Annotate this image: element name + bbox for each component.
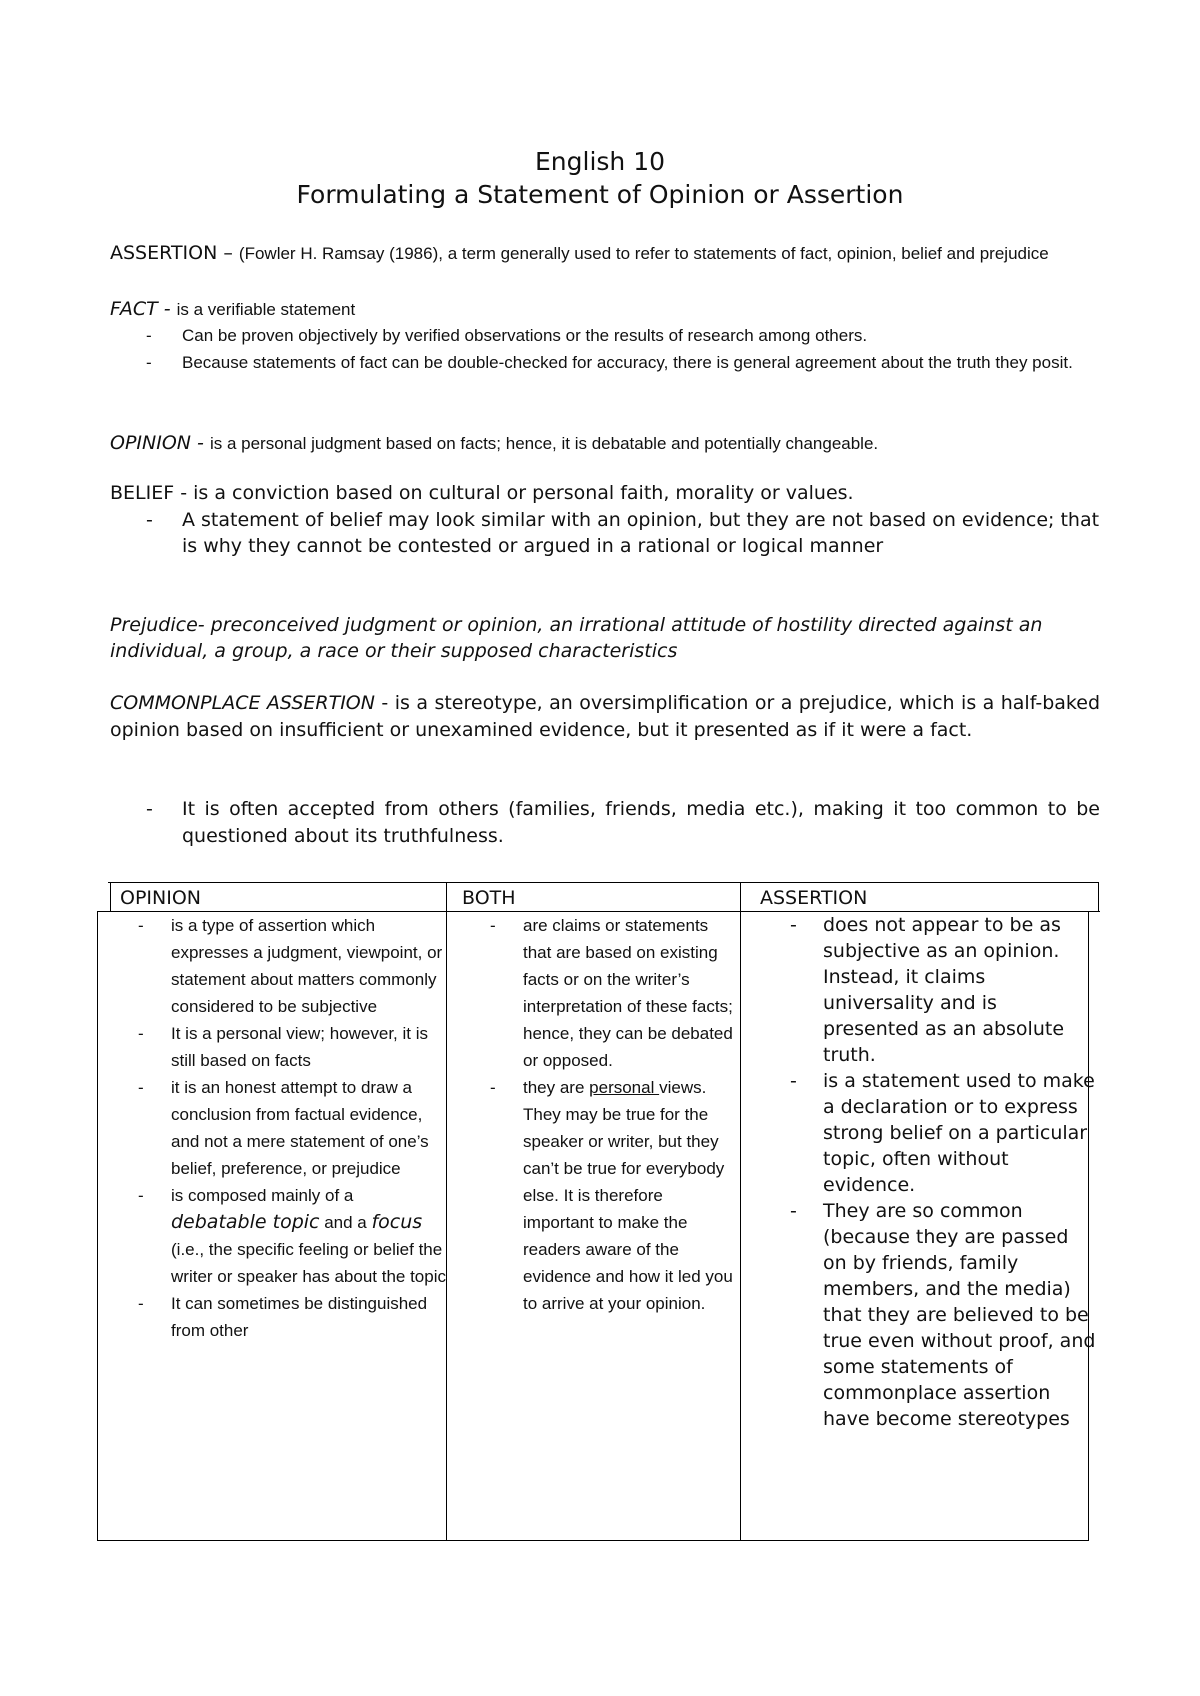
- b2-underlined: personal: [589, 1078, 660, 1097]
- fact-dash: -: [157, 298, 177, 320]
- b4-pre: is composed mainly of a: [171, 1186, 354, 1205]
- fact-bullets: [110, 322, 1100, 376]
- assertion-column: [778, 912, 1096, 1432]
- opinion-text: is a personal judgment based on facts; hence, it is debatable and potentially changeable.: [209, 434, 879, 453]
- table-header-assertion: ASSERTION: [760, 887, 868, 909]
- fact-bullet: - Can be proven objectively by verified observations or the results of research among others.: [110, 322, 1100, 349]
- opinion-cell-bullet: - It is a personal view; however, it is still based on facts: [126, 1020, 446, 1074]
- commonplace-bullet: - It is often accepted from others (families, friends, media etc.), making it too common to be questioned about its truthfulness.: [110, 796, 1100, 850]
- table-border: [1098, 882, 1099, 911]
- prejudice-definition: Prejudice- preconceived judgment or opinion, an irrational attitude of hostility directed against an individual, a group, a race or their supposed characteristics: [110, 614, 1043, 662]
- fact-text: is a verifiable statement: [176, 300, 356, 319]
- belief-term: BELIEF: [110, 482, 175, 504]
- opinion-cell-bullet: - is a type of assertion which expresses a judgment, viewpoint, or statement about matters commonly considered to be subjective: [126, 912, 446, 1020]
- opinion-cell-bullet: [126, 1182, 446, 1290]
- table-border: [97, 911, 98, 1541]
- fact-bullet: - Because statements of fact can be double-checked for accuracy, there is general agreement about the truth they posit.: [110, 349, 1100, 376]
- b4-mid: and a: [319, 1213, 372, 1232]
- opinion-definition: [110, 430, 1100, 457]
- opinion-column: [126, 912, 446, 1344]
- assertion-cell-bullet: - does not appear to be as subjective as an opinion. Instead, it claims universality and is presented as an absolute truth.: [778, 912, 1096, 1068]
- opinion-cell-bullet: - It can sometimes be distinguished from other: [126, 1290, 446, 1344]
- belief-text: is a conviction based on cultural or personal faith, morality or values.: [193, 482, 854, 504]
- assertion-cell-bullet: - They are so common (because they are passed on by friends, family members, and the media) that they are believed to be true even without proof, and some statements of commonplace assertion have become stereotypes: [778, 1198, 1096, 1432]
- course-title: English 10: [534, 147, 666, 176]
- assertion-dash: –: [217, 242, 239, 264]
- table-header-both: BOTH: [462, 887, 516, 909]
- table-border: [98, 1540, 1088, 1541]
- table-border: [108, 882, 1098, 883]
- table-border: [446, 882, 447, 1541]
- b2-pre: they are: [523, 1078, 590, 1097]
- table-border: [110, 882, 111, 911]
- belief-bullet: - A statement of belief may look similar with an opinion, but they are not based on evidence; that is why they cannot be contested or argued in a rational or logical manner: [110, 507, 1100, 559]
- belief-dash: -: [174, 482, 194, 504]
- both-cell-bullet: [478, 1074, 738, 1317]
- table-header-opinion: OPINION: [120, 887, 202, 909]
- commonplace-bullets: [110, 796, 1100, 850]
- b4-post: (i.e., the specific feeling or belief the writer or speaker has about the topic: [171, 1240, 446, 1286]
- commonplace-definition: [110, 690, 1100, 744]
- table-border: [740, 882, 741, 1541]
- opinion-cell-bullet: - it is an honest attempt to draw a conclusion from factual evidence, and not a mere statement of one’s belief, preference, or prejudice: [126, 1074, 446, 1182]
- b4-term1: debatable topic: [171, 1211, 320, 1233]
- assertion-cell-bullet: - is a statement used to make a declaration or to express strong belief on a particular topic, often without evidence.: [778, 1068, 1096, 1198]
- fact-definition: [110, 296, 1100, 323]
- opinion-dash: -: [191, 432, 210, 454]
- opinion-term: OPINION: [110, 432, 192, 454]
- both-cell-bullet: - are claims or statements that are based on existing facts or on the writer’s interpretation of these facts; hence, they can be debated or opposed.: [478, 912, 738, 1074]
- b2-post: views. They may be true for the speaker or writer, but they can’t be true for everybody else. It is therefore important to make the readers aware of the evidence and how it led you to arrive at your opinion.: [523, 1078, 733, 1313]
- lesson-title: Formulating a Statement of Opinion or Assertion: [296, 180, 904, 209]
- both-column: [478, 912, 738, 1317]
- belief-definition: [110, 480, 1100, 506]
- fact-term: FACT: [110, 298, 158, 320]
- assertion-term: ASSERTION: [110, 242, 218, 264]
- assertion-definition: [110, 240, 1100, 267]
- commonplace-term: COMMONPLACE ASSERTION: [110, 692, 375, 714]
- belief-bullets: [110, 507, 1100, 559]
- commonplace-text: is a stereotype, an oversimplification or a prejudice, which is a half-baked opinion based on insufficient or unexamined evidence, but it presented as if it were a fact.: [110, 692, 1101, 741]
- b4-term2: focus: [371, 1211, 423, 1233]
- assertion-text: (Fowler H. Ramsay (1986), a term generally used to refer to statements of fact, opinion, belief and prejudice: [238, 244, 1049, 263]
- commonplace-dash: -: [374, 692, 395, 714]
